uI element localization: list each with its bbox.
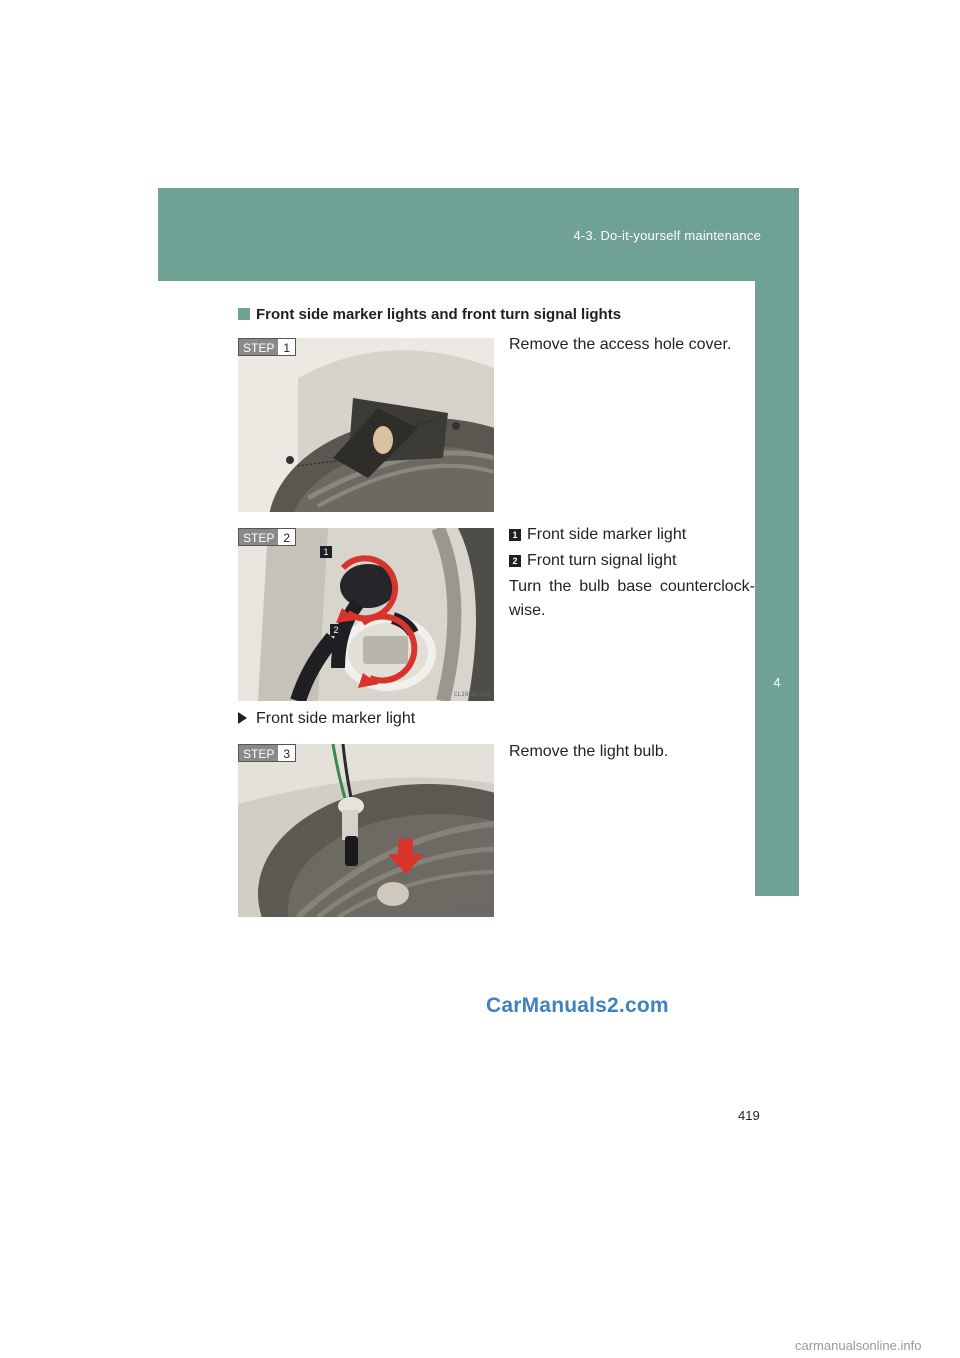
section-heading-text: Front side marker lights and front turn signal lights: [256, 306, 622, 323]
step2-instruction: Turn the bulb base counterclock-wise.: [509, 578, 755, 619]
subheading: [238, 710, 415, 728]
chapter-number: 4: [773, 675, 781, 690]
figure-code: CL16GAC103: [453, 691, 490, 698]
section-heading: [238, 306, 621, 323]
figure-code: CL16GAC098: [453, 502, 490, 509]
heading-square-icon: [238, 308, 250, 320]
svg-text:2: 2: [333, 625, 339, 635]
header-band: [158, 188, 799, 281]
step3-photo: [238, 744, 494, 917]
list-item: 2 Front turn signal light: [509, 549, 755, 573]
step2-photo: [238, 528, 494, 701]
step1-photo: [238, 338, 494, 512]
chapter-label: Maintenance and care: [769, 1006, 785, 1136]
step2-badge: STEP 2: [238, 528, 296, 546]
watermark[interactable]: CarManuals2.com: [486, 994, 669, 1017]
footer-watermark[interactable]: carmanualsonline.info: [795, 1338, 922, 1353]
step1-text: Remove the access hole cover.: [509, 336, 732, 353]
triangle-arrow-icon: [238, 712, 247, 724]
page-number: 419: [738, 1108, 760, 1123]
bulb-base-illustration: [238, 528, 494, 701]
remove-bulb-illustration: [238, 744, 494, 917]
step3-badge: STEP 3: [238, 744, 296, 762]
step2-text-block: [509, 523, 755, 623]
number-badge: 2: [509, 555, 521, 567]
chapter-title: 4-3. Do-it-yourself maintenance: [573, 228, 761, 243]
step3-text: Remove the light bulb.: [509, 743, 669, 760]
step1-badge: STEP 1: [238, 338, 296, 356]
svg-text:1: 1: [323, 547, 329, 557]
side-tab: [755, 281, 799, 1136]
list-item: 1 Front side marker light: [509, 523, 755, 547]
access-hole-illustration: [238, 338, 494, 512]
figure-code: CL16GAC105: [453, 907, 490, 914]
number-badge: 1: [509, 529, 521, 541]
subheading-text: Front side marker light: [256, 710, 416, 727]
